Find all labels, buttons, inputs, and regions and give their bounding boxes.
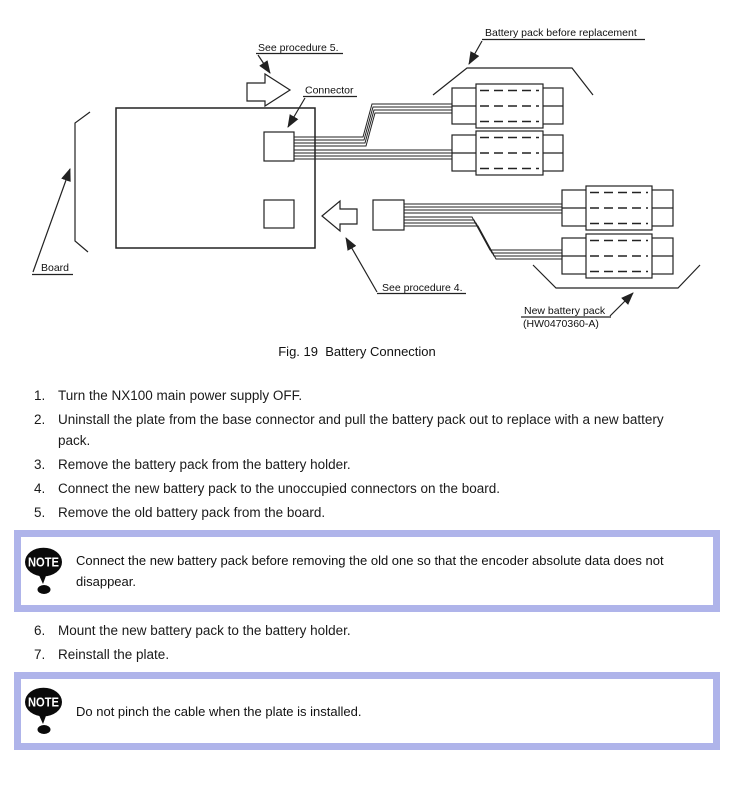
note-icon xyxy=(24,547,64,595)
note-badge-text: NOTE xyxy=(28,695,59,710)
see-procedure-4-label: See procedure 4. xyxy=(382,282,463,294)
board-label: Board xyxy=(41,262,70,274)
new-battery-pack-label: New battery pack xyxy=(524,305,606,317)
note-icon xyxy=(24,687,64,735)
battery-pack-old-2 xyxy=(452,131,563,175)
note-text: Do not pinch the cable when the plate is installed. xyxy=(76,703,362,719)
step-item-7 xyxy=(34,644,698,665)
board-bracket xyxy=(32,112,90,275)
wires-old-pack-lower xyxy=(294,150,452,159)
step-item-4 xyxy=(34,478,698,499)
battery-pack-new-2 xyxy=(562,234,673,278)
battery-pack-before-label: Battery pack before replacement xyxy=(485,27,637,39)
procedure-steps-6-7 xyxy=(34,620,698,668)
block-arrow-left xyxy=(322,201,357,231)
connector-label: Connector xyxy=(305,84,354,97)
figure-caption: Fig. 19 Battery Connection xyxy=(278,344,436,359)
new-pack-connector xyxy=(373,200,404,230)
step-number: 2. xyxy=(34,412,46,427)
step-item-2 xyxy=(34,409,698,451)
board-connector-unoccupied xyxy=(264,200,294,228)
step-text: Mount the new battery pack to the battery holder. xyxy=(58,623,351,638)
block-arrow-right xyxy=(247,74,290,106)
step-text: Remove the old battery pack from the board. xyxy=(58,505,326,520)
step-text: Reinstall the plate. xyxy=(58,647,170,662)
step-number: 4. xyxy=(34,481,46,496)
battery-pack-old-1 xyxy=(452,84,563,128)
step-item-5 xyxy=(34,502,698,523)
note-text: Connect the new battery pack before removing the old one so that the encoder absolute data does not disappear. xyxy=(76,553,664,589)
step-number: 1. xyxy=(34,388,46,403)
wires-new-pack-lower xyxy=(404,217,562,259)
new-battery-pack-code-label: (HW0470360-A) xyxy=(523,318,599,330)
step-number: 3. xyxy=(34,457,46,472)
step-number: 6. xyxy=(34,623,46,638)
board-connector-occupied xyxy=(264,132,294,161)
step-text: Uninstall the plate from the base connector and pull the battery pack out to replace with a new battery pack. xyxy=(58,412,664,448)
step-text: Connect the new battery pack to the unoccupied connectors on the board. xyxy=(58,481,501,496)
wires-new-pack-upper xyxy=(404,204,562,213)
note-badge-text: NOTE xyxy=(28,555,59,570)
see-procedure-5-callout xyxy=(247,54,343,107)
step-text: Remove the battery pack from the battery holder. xyxy=(58,457,351,472)
see-procedure-5-label: See procedure 5. xyxy=(258,42,339,54)
note-box-pinch-cable xyxy=(14,672,720,750)
step-item-1 xyxy=(34,385,698,406)
procedure-steps-1-5 xyxy=(34,385,698,526)
note-box-encoder-data xyxy=(14,530,720,612)
battery-connection-diagram xyxy=(0,0,739,338)
step-item-3 xyxy=(34,454,698,475)
battery-pack-new-1 xyxy=(562,186,673,230)
step-number: 5. xyxy=(34,505,46,520)
step-number: 7. xyxy=(34,647,46,662)
step-text: Turn the NX100 main power supply OFF. xyxy=(58,388,303,403)
wires-old-pack-upper xyxy=(294,104,452,146)
step-item-6 xyxy=(34,620,698,641)
